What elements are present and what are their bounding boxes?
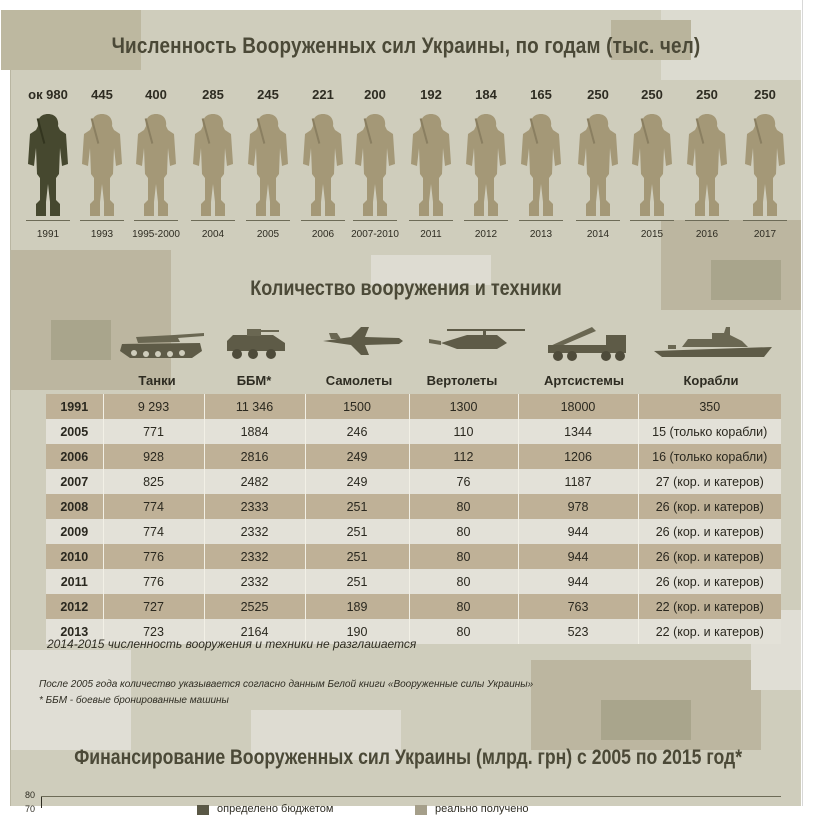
personnel-value: 250 <box>754 87 776 102</box>
table-cell: 944 <box>518 519 638 544</box>
soldier-icon <box>685 112 729 220</box>
row-year: 2005 <box>46 419 103 444</box>
table-cell: 76 <box>409 469 518 494</box>
soldier-icon <box>743 112 787 220</box>
personnel-title: Численность Вооруженных сил Украины, по годам (тыс. чел) <box>111 33 701 58</box>
row-year: 2008 <box>46 494 103 519</box>
table-cell: 1300 <box>409 394 518 419</box>
row-year: 2011 <box>46 569 103 594</box>
year-underline <box>743 220 787 221</box>
personnel-year: 2013 <box>529 229 553 240</box>
row-year: 2013 <box>46 619 103 644</box>
personnel-value: 165 <box>530 87 552 102</box>
row-year: 1991 <box>46 394 103 419</box>
table-cell: 27 (кор. и катеров) <box>638 469 781 494</box>
artillery-icon <box>544 323 632 363</box>
table-cell: 80 <box>409 594 518 619</box>
personnel-year: 2005 <box>256 229 280 240</box>
table-cell: 1500 <box>305 394 409 419</box>
note-secret: 2014-2015 численность вооружения и техники не разглашается <box>47 637 417 651</box>
funding-title: Финансирование Вооруженных сил Украины (млрд. грн) с 2005 по 2015 год* <box>74 746 743 769</box>
tank-icon <box>116 323 208 361</box>
table-cell: 251 <box>305 544 409 569</box>
soldier-icon <box>246 112 290 220</box>
year-underline <box>630 220 674 221</box>
y-tick-70: 70 <box>25 804 36 814</box>
table-cell: 1206 <box>518 444 638 469</box>
soldier-icon <box>301 112 345 220</box>
year-underline <box>576 220 620 221</box>
table-cell: 774 <box>103 519 204 544</box>
row-year: 2009 <box>46 519 103 544</box>
table-cell: 80 <box>409 494 518 519</box>
col-head-bbm: ББМ* <box>236 373 272 388</box>
table-row <box>46 394 781 419</box>
table-cell: 15 (только корабли) <box>638 419 781 444</box>
table-row <box>46 519 781 544</box>
infographic <box>10 10 801 815</box>
table-cell: 80 <box>409 544 518 569</box>
table-cell: 774 <box>103 494 204 519</box>
col-head-ships: Корабли <box>683 373 739 388</box>
personnel-year: 2007-2010 <box>351 229 399 240</box>
row-year: 2006 <box>46 444 103 469</box>
table-cell: 26 (кор. и катеров) <box>638 519 781 544</box>
chart-axis <box>41 796 42 808</box>
personnel-value: 250 <box>696 87 718 102</box>
personnel-value: 245 <box>257 87 279 102</box>
table-cell: 251 <box>305 494 409 519</box>
table-cell: 978 <box>518 494 638 519</box>
table-cell: 776 <box>103 544 204 569</box>
table-cell: 112 <box>409 444 518 469</box>
legend-label-received: реально получено <box>435 803 529 815</box>
personnel-year: 1991 <box>36 229 60 240</box>
legend-swatch-received <box>415 805 427 815</box>
table-row <box>46 444 781 469</box>
personnel-year: 2014 <box>586 229 610 240</box>
personnel-year: 1995-2000 <box>132 229 180 240</box>
table-cell: 80 <box>409 619 518 644</box>
table-cell: 26 (кор. и катеров) <box>638 569 781 594</box>
table-cell: 763 <box>518 594 638 619</box>
soldier-icon <box>630 112 674 220</box>
table-cell: 776 <box>103 569 204 594</box>
personnel-value: 400 <box>145 87 167 102</box>
page-edge-line <box>802 0 803 806</box>
table-cell: 22 (кор. и катеров) <box>638 619 781 644</box>
table-cell: 2332 <box>204 569 305 594</box>
plane-icon <box>321 323 405 359</box>
table-cell: 944 <box>518 569 638 594</box>
personnel-value: ок 980 <box>28 87 68 102</box>
col-head-planes: Самолеты <box>325 373 393 388</box>
personnel-value: 250 <box>641 87 663 102</box>
year-underline <box>191 220 235 221</box>
table-cell: 249 <box>305 444 409 469</box>
table-cell: 928 <box>103 444 204 469</box>
table-cell: 249 <box>305 469 409 494</box>
personnel-value: 285 <box>202 87 224 102</box>
table-row <box>46 469 781 494</box>
table-cell: 2816 <box>204 444 305 469</box>
soldier-icon <box>134 112 178 220</box>
table-cell: 727 <box>103 594 204 619</box>
year-underline <box>26 220 70 221</box>
year-underline <box>80 220 124 221</box>
table-row <box>46 569 781 594</box>
equipment-title: Количество вооружения и техники <box>250 277 562 300</box>
col-head-tanks: Танки <box>138 373 176 388</box>
table-cell: 22 (кор. и катеров) <box>638 594 781 619</box>
table-cell: 1187 <box>518 469 638 494</box>
table-row <box>46 544 781 569</box>
table-cell: 2164 <box>204 619 305 644</box>
chart-gridline <box>41 796 781 797</box>
helicopter-icon <box>427 323 527 359</box>
table-row <box>46 594 781 619</box>
soldier-icon <box>576 112 620 220</box>
col-head-artillery: Артсистемы <box>544 373 624 388</box>
table-cell: 80 <box>409 519 518 544</box>
table-cell: 190 <box>305 619 409 644</box>
table-cell: 11 346 <box>204 394 305 419</box>
row-year: 2010 <box>46 544 103 569</box>
soldier-icon <box>353 112 397 220</box>
personnel-value: 250 <box>587 87 609 102</box>
table-cell: 18000 <box>518 394 638 419</box>
table-cell: 2332 <box>204 519 305 544</box>
ship-icon <box>652 323 776 361</box>
note-source: После 2005 года количество указывается согласно данным Белой книги «Вооруженные силы Украины» <box>39 679 534 690</box>
table-cell: 246 <box>305 419 409 444</box>
table-cell: 110 <box>409 419 518 444</box>
soldier-icon <box>464 112 508 220</box>
table-cell: 189 <box>305 594 409 619</box>
year-underline <box>134 220 178 221</box>
table-cell: 251 <box>305 519 409 544</box>
personnel-year: 2012 <box>474 229 498 240</box>
table-cell: 2525 <box>204 594 305 619</box>
y-tick-80: 80 <box>25 790 36 800</box>
table-cell: 1884 <box>204 419 305 444</box>
table-cell: 9 293 <box>103 394 204 419</box>
table-cell: 2482 <box>204 469 305 494</box>
personnel-year: 2016 <box>695 229 719 240</box>
personnel-value: 200 <box>364 87 386 102</box>
row-year: 2012 <box>46 594 103 619</box>
personnel-year: 2006 <box>311 229 335 240</box>
table-cell: 2332 <box>204 544 305 569</box>
personnel-year: 2017 <box>753 229 777 240</box>
personnel-year: 2011 <box>420 229 442 240</box>
legend-swatch-budget <box>197 805 209 815</box>
row-year: 2007 <box>46 469 103 494</box>
table-row <box>46 419 781 444</box>
personnel-value: 192 <box>420 87 442 102</box>
table-cell: 350 <box>638 394 781 419</box>
soldier-icon <box>26 112 70 220</box>
table-cell: 825 <box>103 469 204 494</box>
table-cell: 523 <box>518 619 638 644</box>
note-bbm: * ББМ - боевые бронированные машины <box>39 695 229 706</box>
table-cell: 2333 <box>204 494 305 519</box>
year-underline <box>519 220 563 221</box>
personnel-value: 184 <box>475 87 497 102</box>
table-row <box>46 494 781 519</box>
soldier-icon <box>519 112 563 220</box>
col-head-helicopters: Вертолеты <box>426 373 498 388</box>
personnel-value: 445 <box>91 87 113 102</box>
table-cell: 1344 <box>518 419 638 444</box>
table-cell: 16 (только корабли) <box>638 444 781 469</box>
table-cell: 26 (кор. и катеров) <box>638 494 781 519</box>
year-underline <box>464 220 508 221</box>
table-cell: 944 <box>518 544 638 569</box>
year-underline <box>409 220 453 221</box>
table-cell: 771 <box>103 419 204 444</box>
table-cell: 80 <box>409 569 518 594</box>
personnel-value: 221 <box>312 87 334 102</box>
soldier-icon <box>409 112 453 220</box>
equipment-table <box>46 394 781 644</box>
year-underline <box>685 220 729 221</box>
year-underline <box>246 220 290 221</box>
table-cell: 26 (кор. и катеров) <box>638 544 781 569</box>
year-underline <box>353 220 397 221</box>
soldier-icon <box>191 112 235 220</box>
bbm-icon <box>223 323 289 363</box>
soldier-icon <box>80 112 124 220</box>
year-underline <box>301 220 345 221</box>
personnel-year: 2015 <box>640 229 664 240</box>
table-cell: 723 <box>103 619 204 644</box>
personnel-year: 1993 <box>90 229 114 240</box>
legend-label-budget: определено бюджетом <box>217 803 334 815</box>
table-cell: 251 <box>305 569 409 594</box>
personnel-year: 2004 <box>201 229 225 240</box>
